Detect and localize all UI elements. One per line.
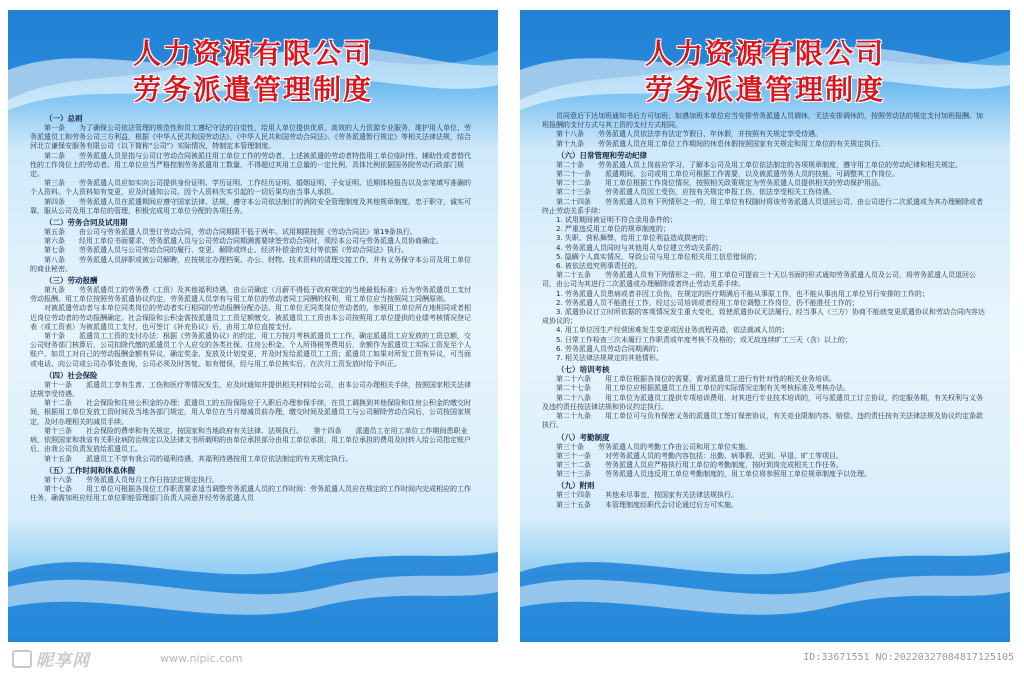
article-paragraph: 第十六条 劳务派遣人员每月工作日按法定规定执行。 xyxy=(44,475,219,484)
article-paragraph: 第二条 劳务派遣人员是指与公司订劳动合同被派往用工单位工作的劳动者，上述被派遣的劳动者特指用工单位临时性、辅助性或者替代性的工作岗位上的劳动者。用工单位应当严格控制劳务派遣用工数量，不得超过其用工总量的一定比例，具体比例依据国务院劳动行政部门规定。 xyxy=(30,151,471,179)
article-paragraph: 第十五条 派遣员工不享有我公司的福利待遇，其福利待遇按用工单位依法制定的有关规定执行。 xyxy=(44,454,352,463)
article-paragraph: 第三十二条 劳务派遣人员应严格执行用工单位的考勤制度，按时到岗完成相关工作任务。 xyxy=(556,460,843,469)
article-paragraph: 员同意后下达加班通知书后方可加班；如遇加班本单位应当安排劳务派遣人员调休，无法安排调休的，按照劳动法的规定支付加班报酬。加班报酬的支付方式与其工资的支付方式相同。 xyxy=(542,112,983,130)
article-paragraph: 3. 失职、营私舞弊，给用工单位利益造成损害的； xyxy=(556,234,712,243)
brand-logo-icon xyxy=(12,650,32,668)
watermark-brand-text: 昵享网 xyxy=(36,651,90,671)
watermark-url: www.nipic.com xyxy=(160,652,243,665)
article-paragraph: 2. 严重违反用工单位的规章制度的； xyxy=(556,225,670,234)
article-paragraph: 第八条 劳务派遣人员辞职或被公司解聘，应按规定办理档案、办公、财物、技术资料的清理交接工作，并有义务保守本公司及用工单位的商业秘密。 xyxy=(30,255,471,273)
article-paragraph: 第二十四条 劳务派遣人员有下列情形之一的，用工单位有权随时将该劳务派遣人员退回公司，由公司进行二次派遣或为其办理解除或者终止劳动关系手续： xyxy=(542,197,983,215)
section-heading: （九）附则 xyxy=(557,481,595,491)
article-paragraph: 第二十九条 用工单位可与负有保密义务的派遣员工签订保密协议，有关竞业限制内容、赔偿、违约责任按有关法律法规及协议约定条款执行。 xyxy=(542,412,983,430)
article-paragraph: 第九条 劳务派遣员工的劳务费（工资）及其他福利待遇，由公司确定（月薪不得低于政府规定的当地最低标准）后为劳务派遣员工支付劳动报酬。用工单位按照劳务派遣协议约定，劳务派遣人员享有与用工单位的劳动者同工同酬的权利，用工单位应当按照同工同酬原则。 xyxy=(30,286,471,304)
article-paragraph: 第二十六条 用工单位根据各岗位的需要，需对派遣员工进行有针对性的相关业务培训。 xyxy=(556,375,836,384)
article-paragraph: 第十七条 用工单位可根据各岗位工作职责要求适当调整劳务派遣人员的工作时间：劳务派遣人员应在规定的工作时间内完成相应的工作任务，确需加班应经用工单位职能管理部门负责人同意并经劳务派遣人员 xyxy=(30,484,471,503)
article-paragraph: 2. 劳务派遣人员不能胜任工作，经过公司培训或者经用工单位调整工作岗位，仍不能胜任工作的； xyxy=(556,298,859,307)
regulation-text xyxy=(542,112,988,602)
article-paragraph: 1. 劳务派遣人员患病或者非因工负伤，在规定的医疗期满后不能从事原工作，也不能从事由用工单位另行安排的工作的； xyxy=(556,289,929,298)
article-paragraph: 第六条 经用工单位书面要求，劳务派遣人员与公司劳动合同期满需要续签劳动合同时，须经本公司与劳务派遣人员协商确定。 xyxy=(44,237,443,246)
article-paragraph: 5. 隐瞒个人真实情况，导致公司与用工单位相关用工信息错误的； xyxy=(556,252,761,261)
article-paragraph: 第二十二条 用工单位根据工作岗位情况，按照相关政策规定为劳务派遣人员提供相关的劳动保护用品。 xyxy=(556,179,885,188)
article-paragraph: 第三十条 劳务派遣人员的考勤工作由公司和用工单位实施。 xyxy=(556,442,752,451)
article-paragraph: 第二十三条 劳务派遣人员因工受伤，应按有关规定申报工伤，依法享受相关工伤待遇。 xyxy=(556,188,836,197)
article-paragraph: 对被派遣劳动者与本单位同类岗位的劳动者实行相同的劳动报酬分配办法。用工单位无同类岗位劳动者的，参照用工单位所在地相同或者相近岗位劳动者的劳动报酬确定。社会保险和公积金需按派遣员工工资足额缴交。被派遣员工工资由本公司按照用工单位提供的业绩考核情况登记表（或工资表）为被派遣员工支付，也可签订《补充协议》后，由用工单位直接支付。 xyxy=(30,304,471,331)
article-paragraph: 第二十一条 派遣期间，公司或用工单位可根据工作需要，以及被派遣劳务人员的技能，可调整其工作岗位。 xyxy=(556,170,899,179)
article-paragraph: 第十三条 社会保险的费率和有关规定，按国家和当地政府有关法律、法规执行。 第十四条 派遣员工在用工单位工作期间患职业病，依照国家和我省有关职业病防治规定以及法律文书所载明的由单位承担部分由用工单位承担，用工单位承担的费用及时转入给公司指定账户后，由我公司负责发放给派遣员工。 xyxy=(30,426,471,454)
article-paragraph: 第三十一条 对劳务派遣人员的考勤内容包括：出勤、病事假、迟到、早退、旷工等项目。 xyxy=(556,451,843,460)
section-heading: （一）总则 xyxy=(45,114,83,123)
watermark-brand xyxy=(12,646,90,671)
article-paragraph: 第三十四条 其他未尽事宜，按国家有关法律法规执行。 xyxy=(556,491,738,500)
article-paragraph: 第十二条 社会保险和住房公积金的办理：派遣员工的五险保险应于入职后办理参保手续，在员工调换到其他保险和住房公积金的缴交时间，根据用工单位发放工资时间及当地各部门规定，用人单位在当月增减员前办理，缴交时间及派遣员工与公司解除劳动合同后，公司按国家规定，及时办理相关的减员手续。 xyxy=(30,399,471,426)
article-paragraph: 6. 劳务派遣人员劳动合同期满的； xyxy=(556,344,663,353)
article-paragraph: 第二十五条 劳务派遣人员有下列情形之一的，用工单位可提前三十天以书面的形式通知劳务派遣人员及公司，将劳务派遣人员退回公司，由公司为其进行二次派遣或办理解除或者终止劳动关系手续。 xyxy=(542,271,976,289)
article-paragraph: 第二十七条 用工单位应根据派遣员工在用工单位的实际情况定制有关考核标准及考核办法。 xyxy=(556,384,850,393)
article-paragraph: 6. 被依法追究刑事责任的。 xyxy=(556,262,642,271)
regulation-text xyxy=(30,112,476,602)
poster-title-company: 人力资源有限公司 xyxy=(132,37,373,70)
article-paragraph: 4. 用工单位因生产经营困难发生变更或因业务流程再造，依法裁减人员的； xyxy=(556,326,789,335)
article-paragraph: 4. 劳务派遣人员同时与其他用人单位建立劳动关系的； xyxy=(556,243,726,252)
article-paragraph: 第一条 为了确保公司依法管理的规范性和员工遵纪守法的自觉性，给用人单位提供优质、高效的人力资源专业服务，维护用人单位、劳务派遣员工和劳务公司三方利益，根据《中华人民共和国劳动法》、《中华人民共和国劳动合同法》、《劳务派遣暂行规定》等相关法律法规，结合河北立谦保安服务有限公司（以下简称“公司”）实际情况，特制定本管理制度。 xyxy=(30,124,471,151)
article-paragraph: 第十九条 劳务派遣人员在用工单位工作期间的休息休假按照国家有关规定和用工单位的有关规定执行。 xyxy=(556,139,885,148)
article-paragraph: 第三十三条 劳务派遣人员违反用工单位考勤制度的，用工单位将参照用工单位规章制度予以处理。 xyxy=(556,470,871,479)
article-paragraph: 第三条 劳务派遣人员应如实向公司提供身份证明、学历证明、工作经历证明、婚姻证明、子女证明、近期体检报告以及亲笔填写准确的个人资料。个人资料如有变更，应及时通知公司。因个人资料失实引起的一切后果均由当事人承担。 xyxy=(30,179,471,197)
article-paragraph: 3. 派遣协议订立时所依据的客观情况发生重大变化，致使派遣协议无法履行，经当事人（三方）协商不能就变更派遣协议和劳动合同内容达成协议的； xyxy=(542,308,985,326)
poster-title-regulation: 劳务派遣管理制度 xyxy=(644,73,885,106)
section-heading: （七）培训考核 xyxy=(557,365,610,375)
section-heading: （二）劳务合同及试用期 xyxy=(45,218,128,228)
poster-title-regulation: 劳务派遣管理制度 xyxy=(132,73,373,106)
section-heading: （八）考勤制度 xyxy=(557,432,610,442)
section-heading: （六）日常管理和劳动纪律 xyxy=(557,150,647,160)
article-paragraph: 7. 相关法律法规规定的其他情形。 xyxy=(556,354,663,363)
article-paragraph: 第十条 派遣员工工资的支付办法：根据《劳务派遣协议》的约定，用工方按月考核派遣员工工作，确定派遣员工应发放的工资总额，交公司财务部门核算后，公司扣除代缴的派遣员工个人应交的各类社保、住房公积金、个人所得税等费用后，余额作为派遣员工实际工资发至个人账户。如员工对自己的劳动报酬金额有异议，确定奖金、发放及计划变更，并及时发给派遣员工工资；派遣员工如果对所发工资有异议，可当面或电话、向公司或公司办事处查询，公司必须及时答复。如有错误，经与用工单位核实后，在次月工资发放时给予纠正。 xyxy=(30,332,471,368)
article-paragraph: 第三十五条 本管理制度经职代会讨论通过后方可实施。 xyxy=(556,500,738,509)
article-paragraph: 第五条 由公司与劳务派遣人员签订劳动合同，劳动合同期限不低于两年。试用期限按照《劳动合同法》第19条执行。 xyxy=(44,228,417,237)
article-paragraph: 第十一条 派遣员工享有生育、工伤和医疗等情况发生，应及时通知并提供相关材料给公司，由本公司办理相关手续，按照国家相关法律法规享受待遇。 xyxy=(30,380,471,399)
section-heading: （三）劳动报酬 xyxy=(45,276,98,286)
article-paragraph: 第七条 劳务派遣人员与公司劳动合同的履行、变更、解除或终止、经济补偿金的支付等依据《劳动合同法》执行。 xyxy=(44,246,408,255)
section-heading: （五）工作时间和休息休假 xyxy=(45,465,135,475)
poster-left xyxy=(8,10,498,642)
article-paragraph: 1. 试用期间被证明不符合录用条件的； xyxy=(556,216,677,225)
article-paragraph: 第二十八条 用工单位为派遣员工提供专项培训费用，对其进行专业技术培训的，可与派遣员工订立协议，约定服务期，有关权利与义务及违约责任按法律法规和协议约定执行。 xyxy=(542,393,983,411)
watermark-id: ID:33671551 NO:20220327084817125105 xyxy=(803,652,1014,663)
article-paragraph: 第四条 劳务派遣人员在派遣期间应遵守国家法律、法规，遵守本公司依法制订的消防安全管理制度及其他规章制度，忠于职守，诚实可靠，服从公司及用工单位的管理，积极完成用工单位分配的各项任务。 xyxy=(30,197,471,215)
section-heading: （四）社会保险 xyxy=(45,370,98,380)
article-paragraph: 第十八条 劳务派遣人员依法享有法定节假日、年休假，并按照有关规定享受待遇。 xyxy=(556,130,822,139)
article-paragraph: 第二十条 劳务派遣人员上岗前应学习、了解本公司及用工单位依法制定的各项规章制度，遵守用工单位的劳动纪律和相关规定。 xyxy=(556,160,962,169)
poster-title-company: 人力资源有限公司 xyxy=(644,37,885,70)
article-paragraph: 5. 日常工作检查三次未履行工作职责或年度考核不及格的；或无故连续旷工三天（含）以上的； xyxy=(556,335,852,344)
poster-right xyxy=(520,10,1010,642)
